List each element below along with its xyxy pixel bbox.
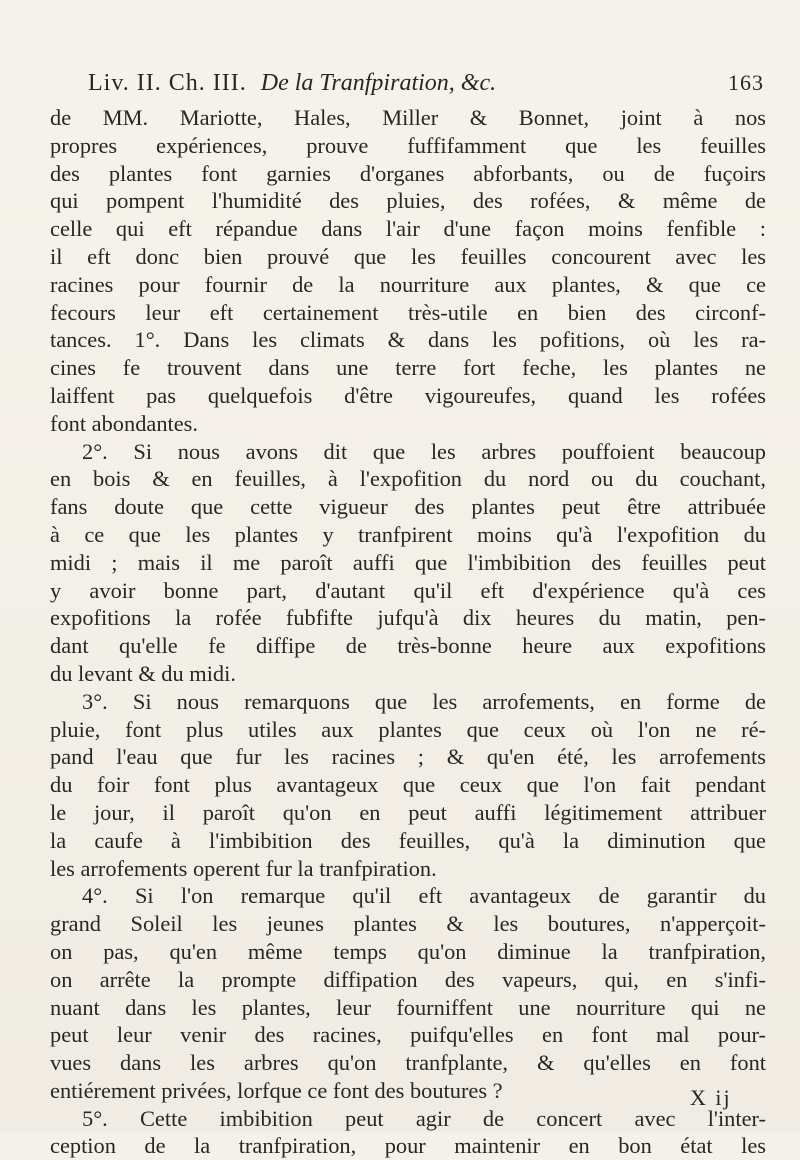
text-line: fecours leur eft certainement très-utile en bien des circonf- xyxy=(50,299,766,325)
text-line: fans doute que cette vigueur des plantes peut être attribuée xyxy=(50,494,766,520)
text-line: nuant dans les plantes, leur fourniffent une nourriture qui ne xyxy=(50,994,766,1020)
text-line: pluie, font plus utiles aux plantes que ceux où l'on ne ré- xyxy=(50,716,766,742)
text-line: racines pour fournir de la nourriture aux plantes, & que ce xyxy=(50,271,766,297)
signature-mark: X ij xyxy=(690,1085,732,1110)
text-line: laiffent pas quelquefois d'être vigoureufes, quand les rofées xyxy=(50,382,766,408)
text-line: y avoir bonne part, d'autant qu'il eft d'expérience qu'à ces xyxy=(50,577,766,603)
text-line: peut leur venir des racines, puifqu'elles en font mal pour- xyxy=(50,1022,766,1048)
text-line: 4°. Si l'on remarque qu'il eft avantageux de garantir du xyxy=(82,883,766,909)
text-line: propres expériences, prouve fuffifamment que les feuilles xyxy=(50,132,766,158)
text-line: des plantes font garnies d'organes abforbants, ou de fuçoirs xyxy=(50,160,766,186)
text-line: ception de la tranfpiration, pour maintenir en bon état les xyxy=(50,1133,766,1159)
text-line: de MM. Mariotte, Hales, Miller & Bonnet, joint à nos xyxy=(50,105,766,130)
text-line: qui pompent l'humidité des pluies, des rofées, & même de xyxy=(50,188,766,214)
text-line: il eft donc bien prouvé que les feuilles concourent avec les xyxy=(50,243,766,269)
text-line: vues dans les arbres qu'on tranfplante, & qu'elles en font xyxy=(50,1050,766,1076)
text-line: pand l'eau que fur les racines ; & qu'en été, les arrofements xyxy=(50,744,766,770)
page-number: 163 xyxy=(728,70,764,95)
body-text xyxy=(50,104,766,1160)
text-line: font abondantes. xyxy=(50,410,198,436)
chapter-title: De la Tranfpiration, &c. xyxy=(260,70,497,96)
text-line: dant qu'elle fe diffipe de très-bonne heure aux expofitions xyxy=(50,633,766,659)
text-line: à ce que les plantes y tranfpirent moins qu'à l'expofition du xyxy=(50,521,766,547)
text-line: on arrête la prompte diffipation des vapeurs, qui, en s'infi- xyxy=(50,966,766,992)
text-line: tances. 1°. Dans les climats & dans les pofitions, où les ra- xyxy=(50,327,766,353)
text-line: 2°. Si nous avons dit que les arbres pouffoient beaucoup xyxy=(82,438,766,464)
chapter-heading: Liv. II. Ch. III. De la Tranfpiration, &c. xyxy=(88,70,497,96)
text-line: du levant & du midi. xyxy=(50,660,236,686)
text-line: grand Soleil les jeunes plantes & les boutures, n'apperçoit- xyxy=(50,911,766,937)
text-line: la caufe à l'imbibition des feuilles, qu'à la diminution que xyxy=(50,827,766,853)
text-line: 5°. Cette imbibition peut agir de concert avec l'inter- xyxy=(82,1105,766,1131)
text-line: cines fe trouvent dans une terre fort feche, les plantes ne xyxy=(50,355,766,381)
text-line: entiérement privées, lorfque ce font des boutures ? xyxy=(50,1077,503,1103)
text-line: les arrofements operent fur la tranfpiration. xyxy=(50,855,437,881)
text-line: du foir font plus avantageux que ceux que l'on fait pendant xyxy=(50,772,766,798)
text-line: expofitions la rofée fubfifte jufqu'à dix heures du matin, pen- xyxy=(50,605,766,631)
text-line: le jour, il paroît qu'on en peut auffi légitimement attribuer xyxy=(50,799,766,825)
text-line: midi ; mais il me paroît auffi que l'imbibition des feuilles peut xyxy=(50,549,766,575)
text-line: 3°. Si nous remarquons que les arrofements, en forme de xyxy=(82,688,766,714)
text-line: celle qui eft répandue dans l'air d'une façon moins fenfible : xyxy=(50,216,766,242)
text-line: en bois & en feuilles, à l'expofition du nord ou du couchant, xyxy=(50,466,766,492)
text-line: on pas, qu'en même temps qu'on diminue la tranfpiration, xyxy=(50,938,766,964)
running-header xyxy=(88,70,764,106)
